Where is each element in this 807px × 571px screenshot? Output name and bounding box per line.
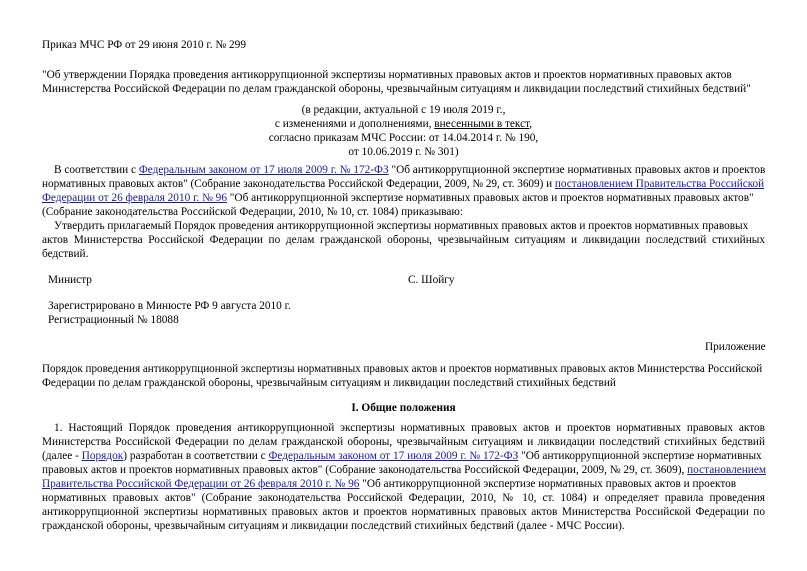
preamble-line-5: Утвердить прилагаемый Порядок проведения антикоррупционной экспертизы нормативных правовых актов и проектов нормативных правовых — [54, 220, 749, 232]
preamble-line-3 — [42, 191, 754, 205]
appendix-title-line-1: Порядок проведения антикоррупционной экспертизы нормативных правовых актов и проектов нормативных правовых актов Министерства Российской — [42, 363, 763, 375]
order-line: Приказ МЧС РФ от 29 июня 2010 г. № 299 — [42, 39, 246, 51]
government-decree-link-2-cont[interactable]: Правительства Российской Федерации от 26 февраля 2010 г. № 96 — [42, 478, 360, 490]
amendments-link[interactable]: внесенными в текст — [434, 118, 530, 130]
government-decree-link-cont[interactable]: Федерации от 26 февраля 2010 г. № 96 — [42, 192, 227, 204]
paragraph-line-4 — [42, 463, 766, 477]
appendix-title-line-2: Федерации по делам гражданской обороны, чрезвычайным ситуациям и ликвидации последствий стихийных бедствий — [42, 377, 616, 389]
paragraph-line-7: антикоррупционной экспертизы нормативных правовых актов и проектов нормативных правовых актов Министерства Российской Федерации по — [42, 506, 765, 518]
edition-line-2 — [0, 117, 807, 131]
appendix-label: Приложение — [705, 341, 766, 353]
paragraph-text: "Об антикоррупционной экспертизе нормативных — [518, 450, 762, 462]
edition-text: , — [529, 118, 533, 130]
paragraph-text: "Об антикоррупционной экспертизе нормативных правовых актов и проектов — [359, 478, 737, 490]
paragraph-line-1: 1. Настоящий Порядок проведения антикоррупционной экспертизы нормативных правовых актов и проектов нормативных правовых актов — [54, 422, 765, 434]
preamble-line-6: актов Министерства Российской Федерации по делам гражданской обороны, чрезвычайным ситуациям и ликвидации последствий стихийных — [42, 234, 765, 246]
preamble-text: "Об антикоррупционной экспертизе нормативных правовых актов и проектов нормативных правовых актов" — [226, 192, 754, 204]
federal-law-link-2[interactable]: Федеральным законом от 17 июля 2009 г. № 172-ФЗ — [268, 450, 519, 462]
registration-line-2: Регистрационный № 18088 — [48, 314, 179, 326]
paragraph-line-3 — [42, 449, 762, 463]
edition-line-3: согласно приказам МЧС России: от 14.04.2014 г. № 190, — [268, 132, 539, 144]
paragraph-text: ) разработан в соответствии с — [123, 450, 269, 462]
registration-line-1: Зарегистрировано в Минюсте РФ 9 августа 2010 г. — [48, 300, 291, 312]
procedure-link[interactable]: Порядок — [81, 450, 124, 462]
preamble-line-7: бедствий. — [42, 248, 89, 260]
paragraph-line-8: гражданской обороны, чрезвычайным ситуациям и ликвидации последствий стихийных бедствий (далее - МЧС России). — [42, 520, 625, 532]
preamble-line-4: (Собрание законодательства Российской Федерации, 2010, № 10, ст. 1084) приказываю: — [42, 206, 463, 218]
government-decree-link[interactable]: постановлением Правительства Российской — [554, 178, 765, 190]
preamble-text: нормативных правовых актов" (Собрание законодательства Российской Федерации, 2009, № 29, ст. 3609) и — [42, 178, 555, 190]
edition-line-1: (в редакции, актуальной с 19 июля 2019 г., — [301, 104, 506, 116]
paragraph-line-6: нормативных правовых актов" (Собрание законодательства Российской Федерации, 2010, № 10, ст. 1084) и определяет правила проведения — [42, 492, 765, 504]
paragraph-text: правовых актов и проектов нормативных правовых актов" (Собрание законодательства Российской Федерации, 2009, № 29, ст. 3609), — [42, 464, 688, 476]
paragraph-line-5 — [42, 477, 736, 491]
edition-text: с изменениями и дополнениями, — [274, 118, 435, 130]
order-title-line-2: Министерства Российской Федерации по делам гражданской обороны, чрезвычайным ситуациям и ликвидации последствий стихийных бедствий" — [42, 83, 751, 95]
paragraph-line-2: Министерства Российской Федерации по делам гражданской обороны, чрезвычайным ситуациям и ликвидации последствий стихийных бедствий — [42, 436, 765, 448]
preamble-line-2 — [42, 177, 764, 191]
edition-line-4: от 10.06.2019 г. № 301) — [348, 146, 459, 158]
signature-name: С. Шойгу — [408, 274, 455, 286]
preamble-text: "Об антикоррупционной экспертизе нормативных правовых актов и проектов — [388, 164, 766, 176]
paragraph-text: (далее - — [42, 450, 82, 462]
signature-role: Министр — [48, 274, 92, 286]
government-decree-link-2[interactable]: постановлением — [687, 464, 767, 476]
preamble-text: В соответствии с — [54, 164, 139, 176]
federal-law-link[interactable]: Федеральным законом от 17 июля 2009 г. № 172-ФЗ — [138, 164, 389, 176]
preamble-line-1 — [54, 163, 765, 177]
section-heading: I. Общие положения — [351, 402, 456, 414]
order-title-line-1: "Об утверждении Порядка проведения антикоррупционной экспертизы нормативных правовых актов и проектов нормативных правовых актов — [42, 69, 732, 81]
